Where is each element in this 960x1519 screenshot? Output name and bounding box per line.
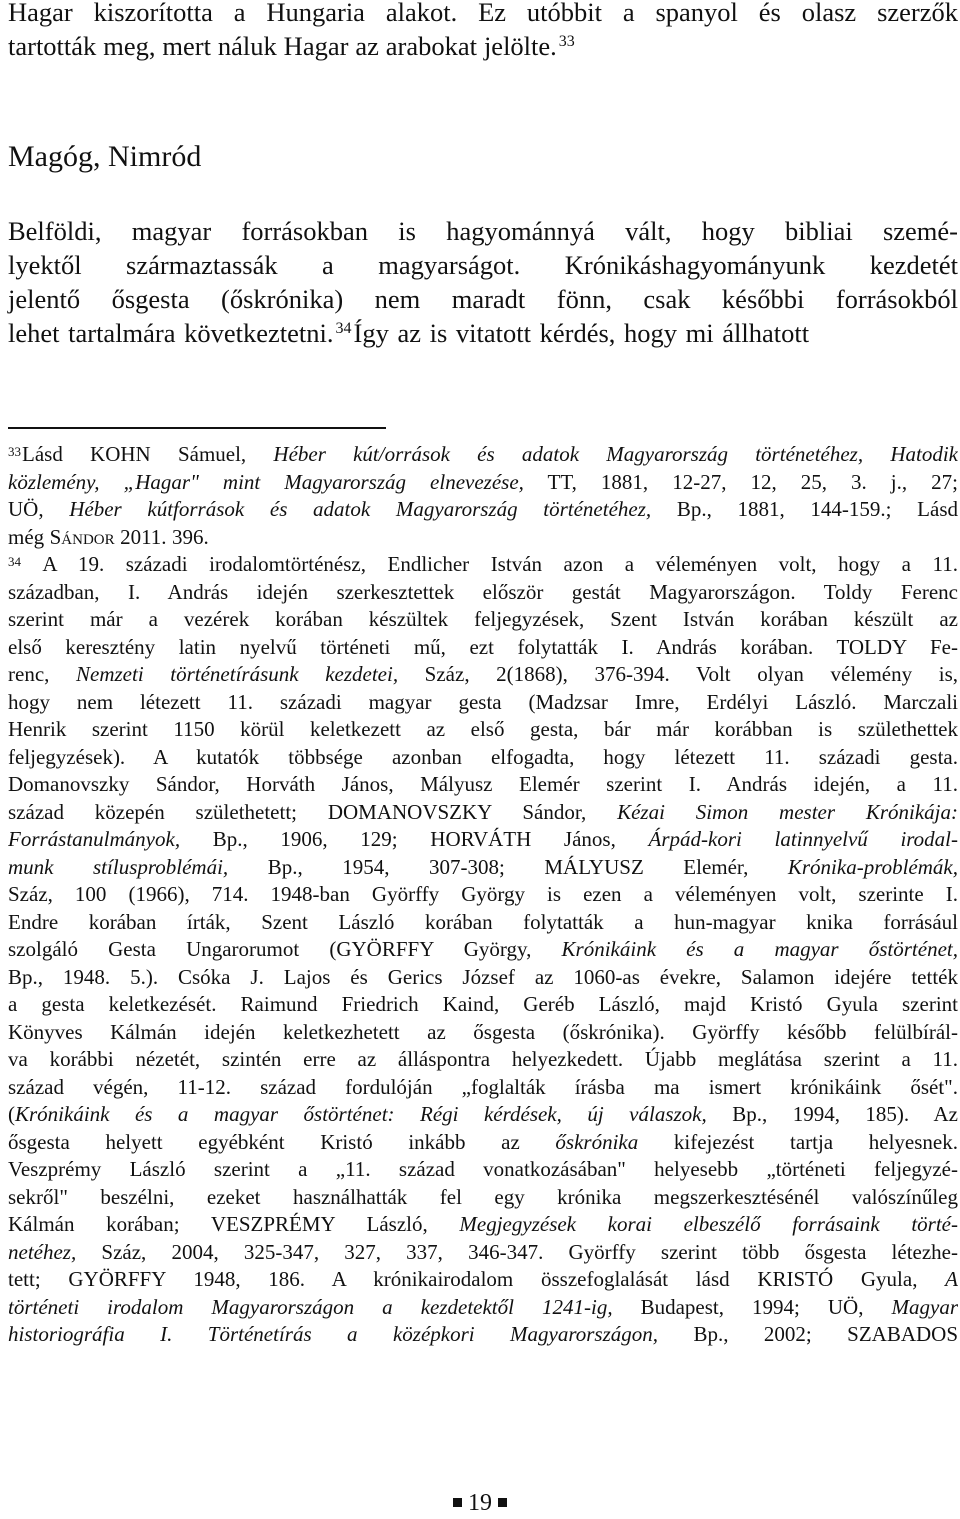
footnote-text: Bp., 1948. 5.). Csóka J. Lajos és Gerics József az 1060-as évekre, Salamon idejére tették <box>8 964 958 989</box>
text-span: Így az is vitatott kérdés, hogy mi állhatott <box>353 318 810 348</box>
footnote-text: Kálmán korában; VESZPRÉMY László, <box>8 1212 460 1236</box>
footnote-text: sekről" beszélni, ezeket használhatták fel egy krónika megszerkesztésénél valószínűleg <box>8 1184 958 1209</box>
footnote-text: UÖ, <box>8 497 70 521</box>
footnote-line <box>8 771 958 799</box>
footnote-line <box>8 441 958 469</box>
footnote-line <box>8 661 958 689</box>
footnote-text: Száz, 100 (1966), 714. 1948-ban Györffy György is ezen a véleményen volt, szerinte I. <box>8 882 958 906</box>
footnote-text: Budapest, 1994; UÖ, <box>612 1294 892 1319</box>
footnote-text: Endre korában írták, Szent László korában folytatták a hun-magyar knika forrásául <box>8 909 958 934</box>
italic-title: netéhez, <box>8 1239 77 1264</box>
footnote-line <box>8 1266 958 1294</box>
footnote-text: ( <box>8 1102 15 1126</box>
footnote-line <box>8 1046 958 1074</box>
footnote-ref[interactable]: 34 <box>335 320 352 337</box>
footnote-separator <box>8 427 386 429</box>
footnote-text: tett; GYÖRFFY 1948, 186. A krónikairodalom összefoglalását lásd KRISTÓ Gyula, <box>8 1267 946 1291</box>
footnote-line <box>8 1074 958 1102</box>
footnote-line <box>8 1156 958 1184</box>
footnote-text: Bp., 1994, 185). Az <box>706 1102 958 1126</box>
paragraph-intro <box>8 0 958 63</box>
footnote-text: Száz, 2004, 325-347, 327, 337, 346-347. Györffy szerint több ősgesta létezhe- <box>76 1239 958 1264</box>
footnote-ref[interactable]: 33 <box>558 33 575 50</box>
footnote-line <box>8 1321 958 1349</box>
footnote-line <box>8 744 958 772</box>
italic-title: őskrónika <box>555 1129 639 1154</box>
italic-title: Forrástanulmányok, <box>8 827 181 851</box>
paragraph-body <box>8 214 958 350</box>
footnote-line <box>8 716 958 744</box>
footnote-line <box>8 854 958 882</box>
page-number-text: 19 <box>468 1490 492 1516</box>
footnote-text: feljegyzések). A kutatók többsége azonban elfogadta, hogy létezett 11. századi gesta. <box>8 744 958 769</box>
text-line <box>8 316 958 350</box>
text-line: jelentő ősgesta (őskrónika) nem maradt fönn, csak későbbi forrásokból <box>8 284 958 314</box>
italic-title: közlemény, „Hagar" mint Magyarország elnevezése, <box>8 469 524 494</box>
footnote-text: TT, 1881, 12-27, 12, 25, 3. j., 27; <box>523 469 958 494</box>
text-span: tartották meg, mert náluk Hagar az arabokat jelölte. <box>8 31 557 61</box>
footnote-text: Bp., 1954, 307-308; MÁLYUSZ Elemér, <box>228 854 788 879</box>
author-name: Sándor <box>49 524 115 549</box>
italic-title: Krónikáink és a magyar őstörténet: Régi kérdések, új válaszok, <box>15 1102 707 1126</box>
footnote-line <box>8 991 958 1019</box>
footnote-text: Lásd KOHN Sámuel, <box>22 442 274 466</box>
footnote-text: Henrik szerint 1150 körül keletkezett az első gesta, bár már korábban is születhettek <box>8 717 958 741</box>
footnote-line <box>8 634 958 662</box>
footnote-text: A 19. századi irodalomtörténész, Endlicher István azon a véleményen volt, hogy a 11. <box>22 552 958 576</box>
footnote-line <box>8 936 958 964</box>
footnote-line <box>8 799 958 827</box>
footnote-line <box>8 469 958 497</box>
italic-title: Kézai Simon mester Krónikája: <box>617 799 958 824</box>
square-bullet-icon <box>453 1498 462 1507</box>
footnote-text: Könyves Kálmán idején keletkezhetett az ősgesta (őskrónika). Györffy később felülbírál- <box>8 1019 958 1044</box>
italic-title: Nemzeti történetírásunk kezdetei, <box>76 662 399 686</box>
footnote-line <box>8 1019 958 1047</box>
text-span: lehet tartalmára következtetni. <box>8 318 334 348</box>
footnote-text: ősgesta helyett egyébként Kristó inkább az <box>8 1129 556 1154</box>
footnote-line <box>8 1184 958 1212</box>
italic-title: Héber kútforrások és adatok Magyarország történetéhez, <box>69 497 652 521</box>
text-line: Belföldi, magyar forrásokban is hagyománnyá vált, hogy bibliai szemé- <box>8 216 958 246</box>
footnote-line <box>8 826 958 854</box>
footnote-number: 34 <box>8 554 21 569</box>
text-line: lyektől származtassák a magyarságot. Krónikáshagyományunk kezdetét <box>8 250 958 280</box>
footnote-line <box>8 1211 958 1239</box>
footnote-line <box>8 606 958 634</box>
square-bullet-icon <box>498 1498 507 1507</box>
footnote-text: első keresztény latin nyelvű történeti mű, ezt folytatták I. András korában. TOLDY Fe- <box>8 634 958 659</box>
footnote-number: 33 <box>8 444 21 459</box>
italic-title: Krónikáink és a magyar őstörténet, <box>561 937 958 961</box>
footnote-text: kifejezést tartja helyesnek. <box>638 1129 958 1154</box>
footnote-text: században, I. András idején szerkesztettek először gestát Magyarországon. Toldy Ferenc <box>8 579 958 604</box>
footnote-line <box>8 1101 958 1129</box>
footnote-line <box>8 881 958 909</box>
footnote-line <box>8 964 958 992</box>
footnote-text: Veszprémy László szerint a „11. század vonatkozásában" helyesebb „történeti feljegyzé- <box>8 1157 958 1181</box>
text-line: Hagar kiszorította a Hungaria alakot. Ez utóbbit a spanyol és olasz szerzők <box>8 0 958 27</box>
footnote-text: Száz, 2(1868), 376-394. Volt olyan vélemény is, <box>398 662 958 686</box>
footnote-text: Domanovszky Sándor, Horváth János, Mályusz Elemér szerint I. András idején, a 11. <box>8 772 958 796</box>
footnote-line <box>8 496 958 524</box>
section-heading: Magóg, Nimród <box>8 140 202 173</box>
footnote-text: szolgáló Gesta Ungarorumot (GYÖRFFY György, <box>8 937 562 961</box>
footnote-line <box>8 524 958 552</box>
footnote-text: szerint már a vezérek korában készültek feljegyzések, Szent István korában készült az <box>8 607 958 631</box>
italic-title: Árpád-kori latinnyelvű irodal- <box>648 827 958 851</box>
footnote-line <box>8 1239 958 1267</box>
footnotes <box>8 441 958 1349</box>
footnote-line <box>8 1294 958 1322</box>
italic-title: historiográfia I. Történetírás a középkori Magyarországon, <box>8 1322 659 1346</box>
italic-title: Héber kút/orrások és adatok Magyarország történetéhez, Hatodik <box>273 442 958 466</box>
footnote-text: század közepén születhetett; DOMANOVSZKY Sándor, <box>8 799 618 824</box>
footnote-line <box>8 689 958 717</box>
footnote-line <box>8 1129 958 1157</box>
footnote-line <box>8 551 958 579</box>
italic-title: Megjegyzések korai elbeszélő forrásaink törté- <box>459 1212 958 1236</box>
italic-title: Krónika-problémák, <box>787 854 958 879</box>
footnote-text: 2011. 396. <box>114 524 209 549</box>
italic-title: történeti irodalom Magyarországon a kezdetektől 1241-ig, <box>8 1294 613 1319</box>
footnote-text: renc, <box>8 662 76 686</box>
footnote-text: század végén, 11-12. század fordulóján „foglalták írásba ma ismert krónikáink ősét". <box>8 1074 958 1099</box>
italic-title: munk stílusproblémái, <box>8 854 229 879</box>
italic-title: A <box>945 1267 958 1291</box>
page-number <box>0 1488 960 1518</box>
footnote-text: hogy nem létezett 11. századi magyar gesta (Madzsar Imre, Erdélyi László. Marczali <box>8 689 958 714</box>
footnote-text: va korábbi nézetét, szintén erre az álláspontra helyezkedett. Újabb meglátása szerint a 11. <box>8 1047 958 1071</box>
footnote-line <box>8 579 958 607</box>
text-line <box>8 29 958 63</box>
footnote-text: még <box>8 524 50 549</box>
footnote-text: Bp., 2002; SZABADOS <box>658 1322 958 1346</box>
footnote-line <box>8 909 958 937</box>
italic-title: Magyar <box>891 1294 958 1319</box>
footnote-text: Bp., 1906, 129; HORVÁTH János, <box>180 827 649 851</box>
footnote-text: Bp., 1881, 144-159.; Lásd <box>651 497 958 521</box>
footnote-text: a gesta keletkezését. Raimund Friedrich Kaind, Geréb László, majd Kristó Gyula szerint <box>8 992 958 1016</box>
